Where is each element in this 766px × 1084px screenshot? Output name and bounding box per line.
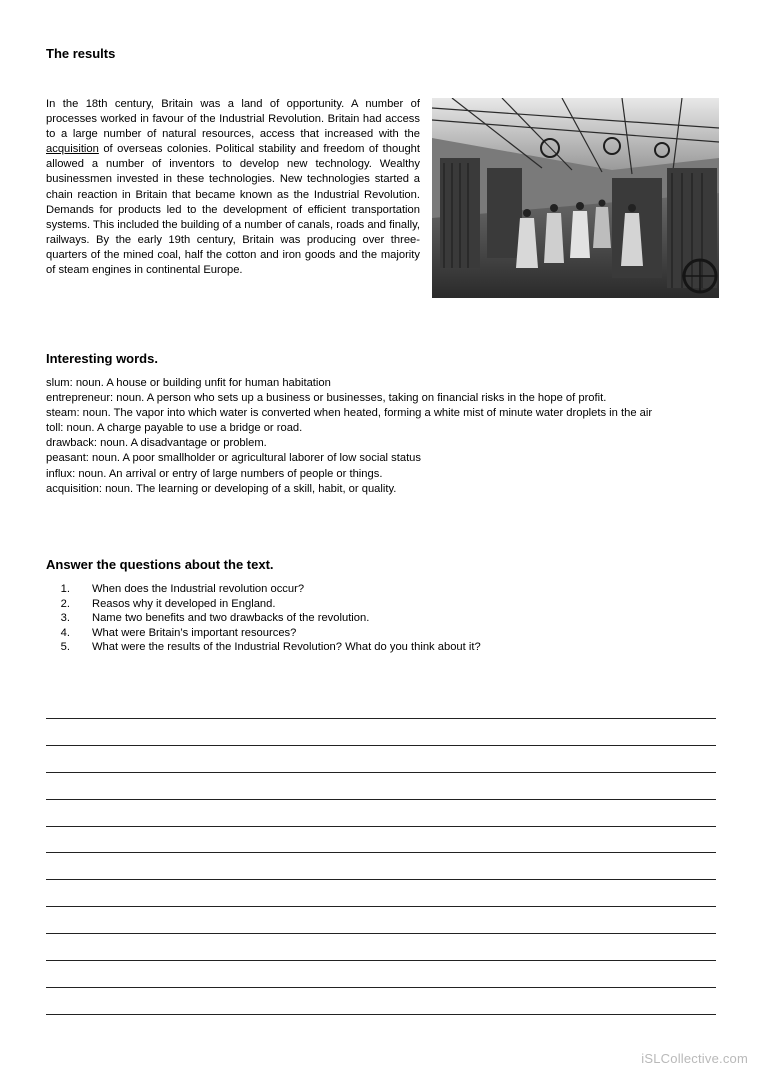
vocabulary-item: peasant: noun. A poor smallholder or agricultural laborer of low social status (46, 452, 421, 465)
question-item (46, 640, 726, 655)
answer-line[interactable] (46, 1014, 716, 1041)
answer-line[interactable] (46, 906, 716, 933)
intro-text-end: of overseas colonies. Political stability and freedom of thought allowed a number of inventors to develop new technology. Wealthy businessmen invested in these technologies. New technologies started a chain reaction in Britain that became known as the Industrial Revolution. Demands for products led to the development of efficient transportation systems. This included the building of a number of canals, roads and finally, railways. By the early 19th century, Britain was producing over three-quarters of the mined coal, half the cotton and iron goods and the majority of steam engines in continental Europe. (46, 143, 420, 277)
questions-heading: Answer the questions about the text. (46, 557, 274, 572)
answer-line[interactable] (46, 987, 716, 1014)
factory-workers-photo (432, 98, 719, 298)
question-item (46, 611, 726, 626)
acquisition-underlined-word: acquisition (46, 143, 99, 156)
question-number: 5. (60, 641, 70, 654)
question-number: 3. (60, 612, 70, 625)
vocabulary-item: acquisition: noun. The learning or developing of a skill, habit, or quality. (46, 482, 397, 495)
intro-paragraph (46, 97, 420, 278)
answer-line[interactable] (46, 718, 716, 745)
results-heading: The results (46, 46, 116, 61)
question-item (46, 626, 726, 641)
question-number: 2. (60, 597, 70, 610)
watermark: iSLCollective.com (641, 1051, 748, 1066)
vocabulary-item: toll: noun. A charge payable to use a bridge or road. (46, 422, 303, 435)
questions-list (46, 582, 726, 655)
question-text: When does the Industrial revolution occur? (92, 583, 305, 595)
vocabulary-item: drawback: noun. A disadvantage or problem. (46, 437, 267, 450)
question-text: Reasos why it developed in England. (92, 597, 276, 610)
vocabulary-item: influx: noun. An arrival or entry of large numbers of people or things. (46, 467, 383, 480)
question-number: 4. (60, 626, 70, 639)
question-text: What were Britain’s important resources? (92, 626, 297, 639)
interesting-words-heading: Interesting words. (46, 351, 158, 366)
vocabulary-list (46, 376, 726, 497)
answer-line[interactable] (46, 852, 716, 879)
vocabulary-item: entrepreneur: noun. A person who sets up a business or businesses, taking on financial risks in the hope of profit. (46, 392, 607, 405)
answer-line[interactable] (46, 960, 716, 987)
answer-line[interactable] (46, 826, 716, 853)
factory-photo-illustration (432, 98, 719, 298)
question-text: What were the results of the Industrial Revolution? What do you think about it? (92, 641, 481, 654)
question-text: Name two benefits and two drawbacks of the revolution. (92, 612, 370, 625)
answer-line[interactable] (46, 799, 716, 826)
answer-line[interactable] (46, 745, 716, 772)
question-item (46, 582, 726, 597)
intro-text-start: In the 18th century, Britain was a land of opportunity. A number of processes worked in favour of the Industrial Revolution. Britain had access to a large number of natural resources, access that increased with the (46, 98, 420, 141)
question-item (46, 597, 726, 612)
answer-lines (46, 718, 716, 1041)
vocabulary-item: steam: noun. The vapor into which water is converted when heated, forming a white mist of minute water droplets in the air (46, 407, 653, 420)
question-number: 1. (60, 583, 70, 595)
vocabulary-item: slum: noun. A house or building unfit for human habitation (46, 377, 331, 389)
answer-line[interactable] (46, 933, 716, 960)
answer-line[interactable] (46, 879, 716, 906)
answer-line[interactable] (46, 772, 716, 799)
